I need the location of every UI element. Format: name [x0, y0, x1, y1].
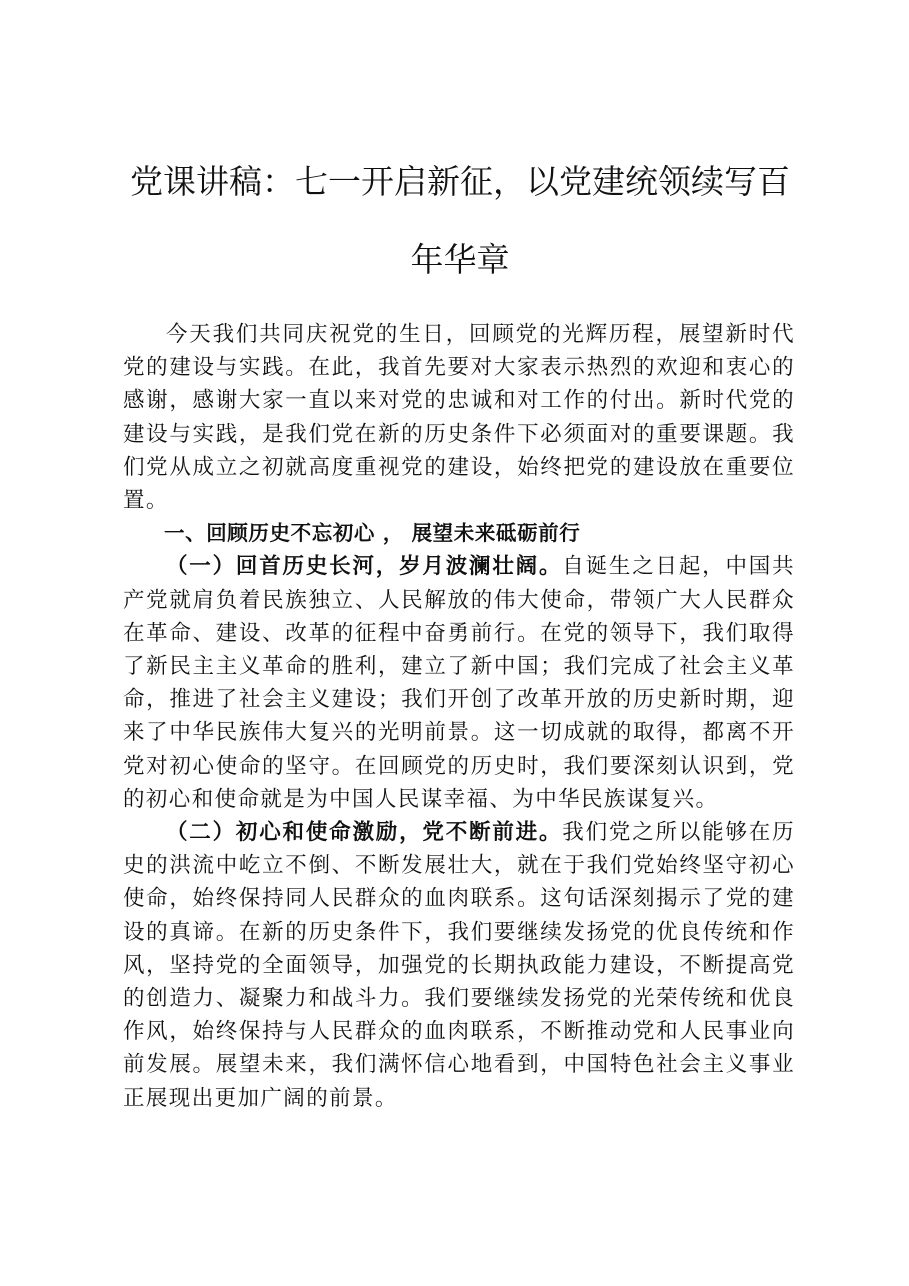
subsection-2-text: 我们党之所以能够在历史的洪流中屹立不倒、不断发展壮大，就在于我们党始终坚守初心使命，始终保持同人民群众的血肉联系。这句话深刻揭示了党的建设的真谛。在新的历史条件下，我们要继续发扬党的优良传统和作风，坚持党的全面领导，加强党的长期执政能力建设，不断提高党的创造力、凝聚力和战斗力。我们要继续发扬党的光荣传统和优良作风，始终保持与人民群众的血肉联系，不断推动党和人民事业向前发展。展望未来，我们满怀信心地看到，中国特色社会主义事业正展现出更加广阔的前景。 — [123, 820, 795, 1111]
subsection-1-text: 自诞生之日起，中国共产党就肩负着民族独立、人民解放的伟大使命，带领广大人民群众在革命、建设、改革的征程中奋勇前行。在党的领导下，我们取得了新民主主义革命的胜利，建立了新中国；我们完成了社会主义革命，推进了社会主义建设；我们开创了改革开放的历史新时期，迎来了中华民族伟大复兴的光明前景。这一切成就的取得，都离不开党对初心使命的坚守。在回顾党的历史时，我们要深刻认识到，党的初心和使命就是为中国人民谋幸福、为中华民族谋复兴。 — [123, 554, 795, 812]
document-title-line-1: 党课讲稿：七一开启新征，以党建统领续写百 — [130, 162, 790, 201]
section-1-heading: 一、回顾历史不忘初心 ， 展望未来砥砺前行 — [164, 521, 581, 546]
subsection-1-lead: （一）回首历史长河，岁月波澜壮阔。 — [166, 554, 563, 580]
subsection-1-paragraph — [123, 550, 795, 816]
document-title-line-2: 年华章 — [410, 240, 510, 279]
subsection-2-lead: （二）初心和使命激励，党不断前进。 — [166, 820, 563, 846]
document-body — [123, 318, 795, 1115]
intro-paragraph: 今天我们共同庆祝党的生日，回顾党的光辉历程，展望新时代党的建设与实践。在此，我首先要对大家表示热烈的欢迎和衷心的感谢，感谢大家一直以来对党的忠诚和对工作的付出。新时代党的建设与实践，是我们党在新的历史条件下必须面对的重要课题。我们党从成立之初就高度重视党的建设，始终把党的建设放在重要位置。 — [123, 322, 795, 514]
subsection-2-paragraph — [123, 816, 795, 1115]
